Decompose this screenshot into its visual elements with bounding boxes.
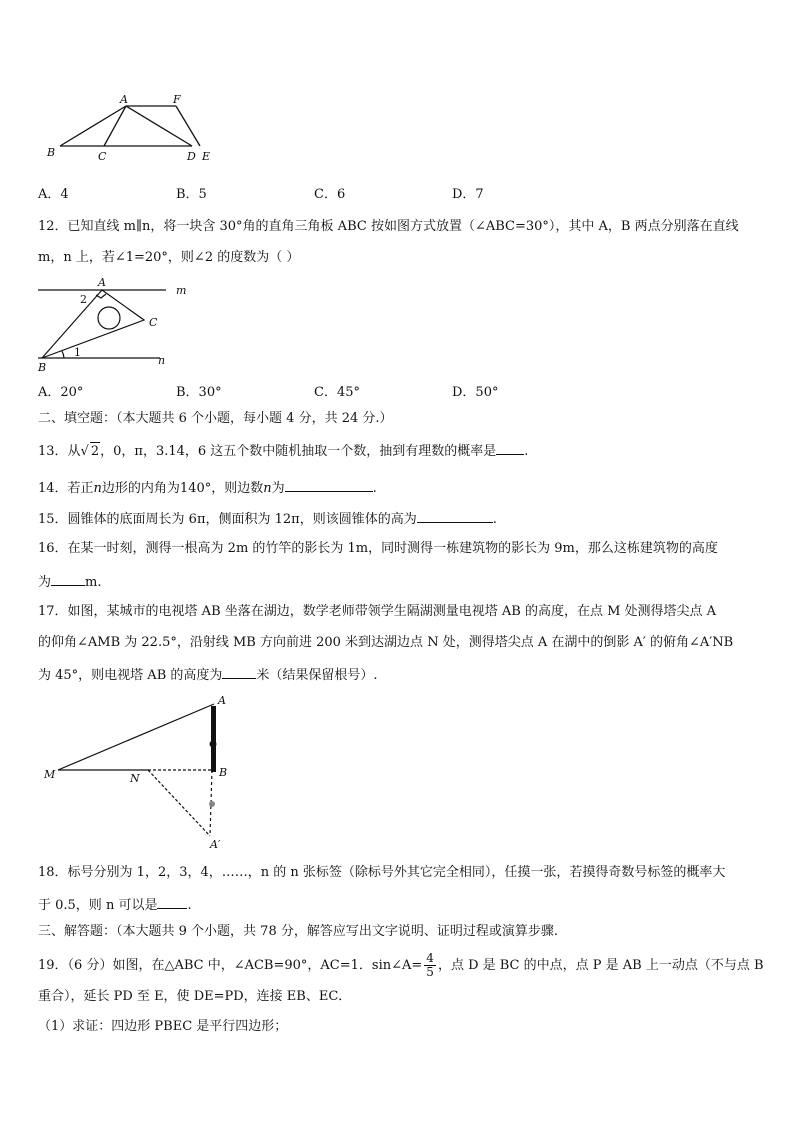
q11-option-b: B．5 <box>176 187 207 202</box>
label-A: A <box>120 93 128 106</box>
label-N: N <box>130 772 140 785</box>
label-C: C <box>98 150 107 163</box>
q11-option-d: D．7 <box>452 187 484 202</box>
answer-blank <box>222 665 256 679</box>
q16-line1: 16．在某一时刻，测得一根高为 2m 的竹竿的影长为 1m，同时测得一栋建筑物的影长为 9m，那么这栋建筑物的高度 <box>38 541 718 556</box>
q13: 13．从√ 2，0，π，3.14，6 这五个数中随机抽取一个数，抽到有理数的概率是 . <box>38 441 528 461</box>
label-A-prime: A′ <box>210 838 221 851</box>
q17-line2: 的仰角∠AMB 为 22.5°，沿射线 MB 方向前进 200 米到达湖边点 N 处，测得塔尖点 A 在湖中的倒影 A′ 的俯角∠A′NB <box>38 635 734 650</box>
q12-option-a: A．20° <box>38 385 84 400</box>
label-A: A <box>218 694 226 707</box>
fraction: $\frac{4}{5}$ <box>426 951 434 979</box>
label-C: C <box>149 316 158 329</box>
section-2-heading: 二、填空题：（本大题共 6 个小题，每小题 4 分，共 24 分.） <box>38 411 393 426</box>
answer-blank <box>417 509 493 523</box>
q18-line1: 18．标号分别为 1，2，3，4，……，n 的 n 张标签（除标号外其它完全相同），任摸一张，若摸得奇数号标签的概率大 <box>38 865 726 880</box>
label-M: M <box>44 768 56 781</box>
q14: 14．若正n边形的内角为140°，则边数n为 . <box>38 478 377 498</box>
q19-line2: 重合），延长 PD 至 E，使 DE=PD，连接 EB、EC． <box>38 989 352 1004</box>
q18-line2: 于 0.5，则 n 可以是 . <box>38 895 192 915</box>
q16-line2: 为 m. <box>38 572 101 592</box>
q11-figure <box>40 90 230 170</box>
label-1: 1 <box>74 346 81 359</box>
q19-line1: 19．（6 分）如图，在△ABC 中，∠ACB=90°，AC=1．sin∠A= $\frac{4}{5}$ ，点 D 是 BC 的中点，点 P 是 AB 上一动点（不与点 B <box>38 951 764 979</box>
label-B: B <box>219 766 228 779</box>
q12-option-b: B．30° <box>176 385 222 400</box>
label-F: F <box>173 93 181 106</box>
q11-option-a: A．4 <box>38 187 69 202</box>
q19-line3: （1）求证：四边形 PBEC 是平行四边形； <box>38 1019 288 1034</box>
tower-icon <box>211 706 216 772</box>
answer-blank <box>496 441 524 455</box>
section-3-heading: 三、解答题：（本大题共 9 个小题，共 78 分，解答应写出文字说明、证明过程或演算步骤. <box>38 924 558 939</box>
answer-blank <box>51 572 85 586</box>
q17-figure <box>40 694 240 854</box>
label-m: m <box>176 284 187 297</box>
answer-blank <box>157 895 187 909</box>
q17-line3: 为 45°，则电视塔 AB 的高度为 米（结果保留根号）. <box>38 665 378 685</box>
q15: 15．圆锥体的底面周长为 6π，侧面积为 12π，则该圆锥体的高为 . <box>38 509 497 529</box>
radicand: 2 <box>90 444 100 459</box>
sqrt-symbol: √ <box>80 444 89 459</box>
q12-option-d: D．50° <box>452 385 499 400</box>
label-D: D <box>187 150 196 163</box>
answer-blank <box>285 478 373 492</box>
label-n: n <box>158 354 166 367</box>
label-A: A <box>98 276 106 289</box>
label-B: B <box>38 361 47 374</box>
q12-figure <box>34 274 234 374</box>
q12-option-c: C．45° <box>314 385 360 400</box>
label-E: E <box>202 150 211 163</box>
q12-line1: 12．已知直线 m∥n，将一块含 30°角的直角三角板 ABC 按如图方式放置（∠ABC=30°），其中 A，B 两点分别落在直线 <box>38 219 739 234</box>
q12-line2: m，n 上，若∠1=20°，则∠2 的度数为（ ） <box>38 250 300 265</box>
q17-line1: 17．如图，某城市的电视塔 AB 坐落在湖边，数学老师带领学生隔湖测量电视塔 AB 的高度，在点 M 处测得塔尖点 A <box>38 604 717 619</box>
label-B: B <box>47 146 56 159</box>
q11-option-c: C．6 <box>314 187 346 202</box>
label-2: 2 <box>80 293 87 306</box>
